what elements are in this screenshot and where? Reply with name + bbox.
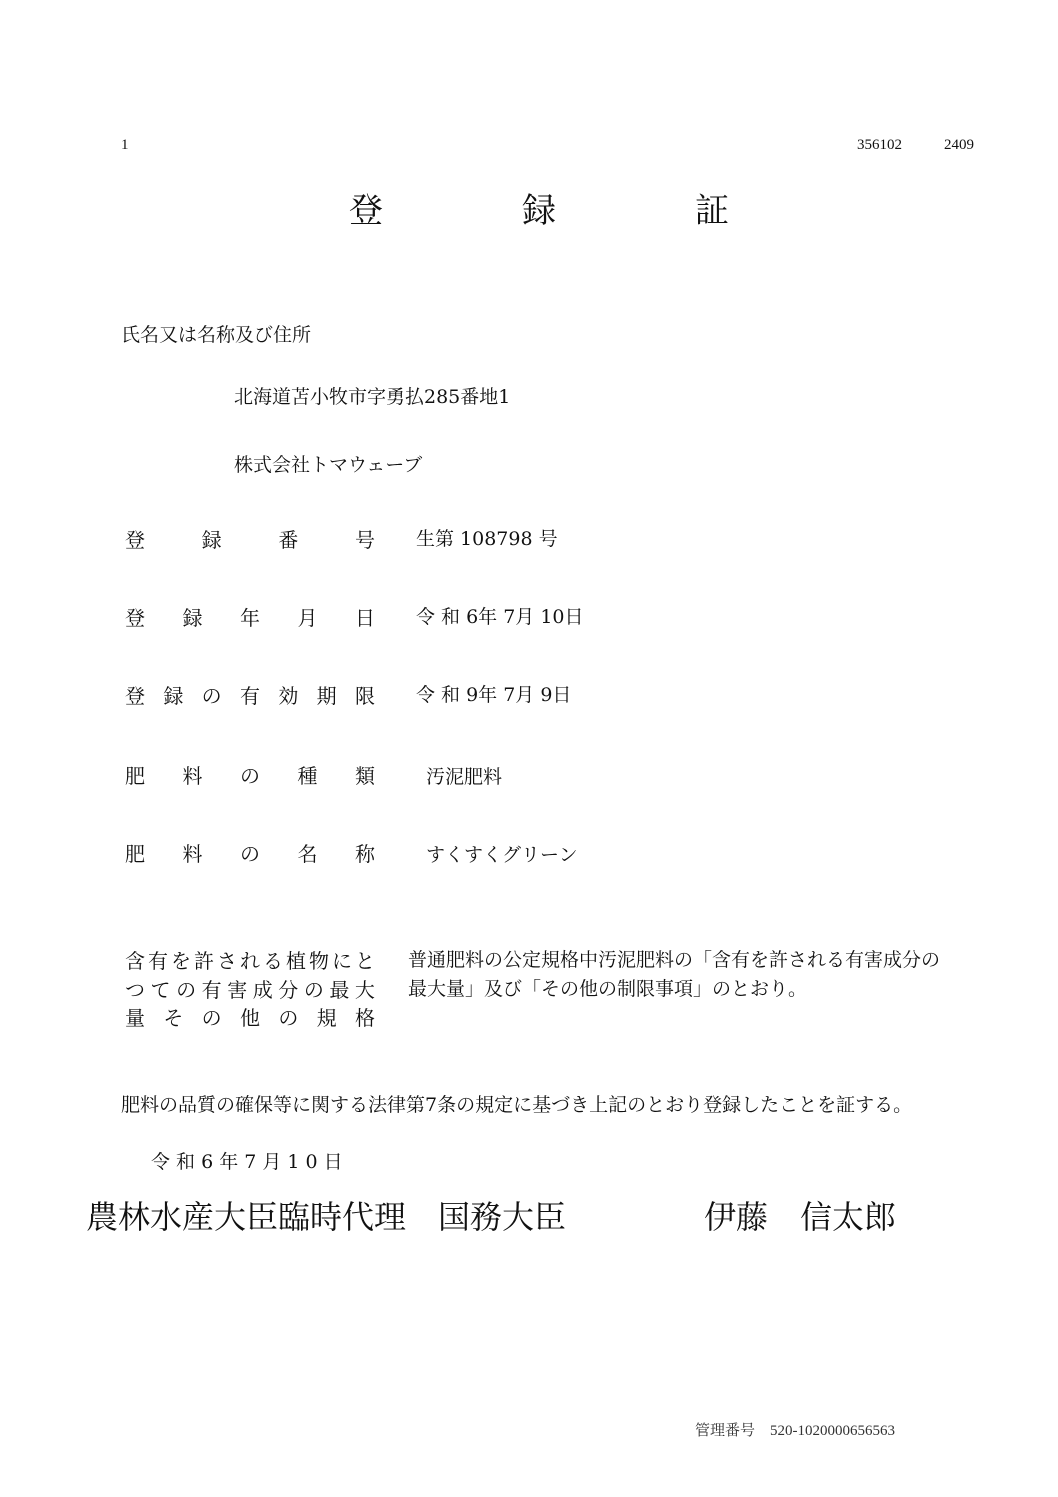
management-number: 管理番号 520-1020000656563 [695, 1423, 895, 1439]
value-registration-number: 生第 108798 号 [416, 528, 558, 550]
applicant-company: 株式会社トマウェーブ [234, 454, 423, 476]
label-fertilizer-name: 肥 料 の 名 称 [125, 842, 375, 866]
document-code-b: 2409 [944, 137, 974, 153]
label-registration-date: 登 録 年 月 日 [125, 606, 375, 630]
standards-value-line-1: 普通肥料の公定規格中汚泥肥料の「含有を許される有害成分の [408, 949, 941, 971]
certification-statement: 肥料の品質の確保等に関する法律第7条の規定に基づき上記のとおり登録したことを証する。 [121, 1094, 913, 1116]
title-char-2: 録 [522, 191, 556, 231]
signatory-title: 農林水産大臣臨時代理 国務大臣 [86, 1198, 567, 1236]
standards-value-line-2: 最大量」及び「その他の制限事項」のとおり。 [408, 978, 808, 1000]
label-fertilizer-type: 肥 料 の 種 類 [125, 764, 375, 788]
label-validity-period: 登 録 の 有 効 期 限 [125, 684, 375, 708]
signatory-name: 伊藤 信太郎 [704, 1198, 897, 1236]
value-fertilizer-name: すくすくグリーン [426, 844, 578, 866]
value-validity-period: 令 和 9年 7月 9日 [416, 684, 572, 706]
label-standards-line-2: つ て の 有 害 成 分 の 最 大 [125, 978, 375, 1002]
title-char-3: 証 [695, 191, 729, 231]
value-fertilizer-type: 汚泥肥料 [426, 766, 503, 788]
document-code-a: 356102 [857, 137, 902, 153]
title-char-1: 登 [349, 191, 383, 231]
issue-date: 令 和 6 年 7 月 1 0 日 [151, 1151, 343, 1173]
label-standards-line-3: 量 そ の 他 の 規 格 [125, 1006, 375, 1030]
applicant-heading: 氏名又は名称及び住所 [121, 324, 312, 346]
applicant-address: 北海道苫小牧市字勇払285番地1 [234, 386, 511, 408]
value-registration-date: 令 和 6年 7月 10日 [416, 606, 584, 628]
label-standards-line-1: 含 有 を 許 さ れ る 植 物 に と [125, 949, 375, 973]
label-registration-number: 登 録 番 号 [125, 528, 375, 552]
page-number: 1 [121, 137, 129, 153]
